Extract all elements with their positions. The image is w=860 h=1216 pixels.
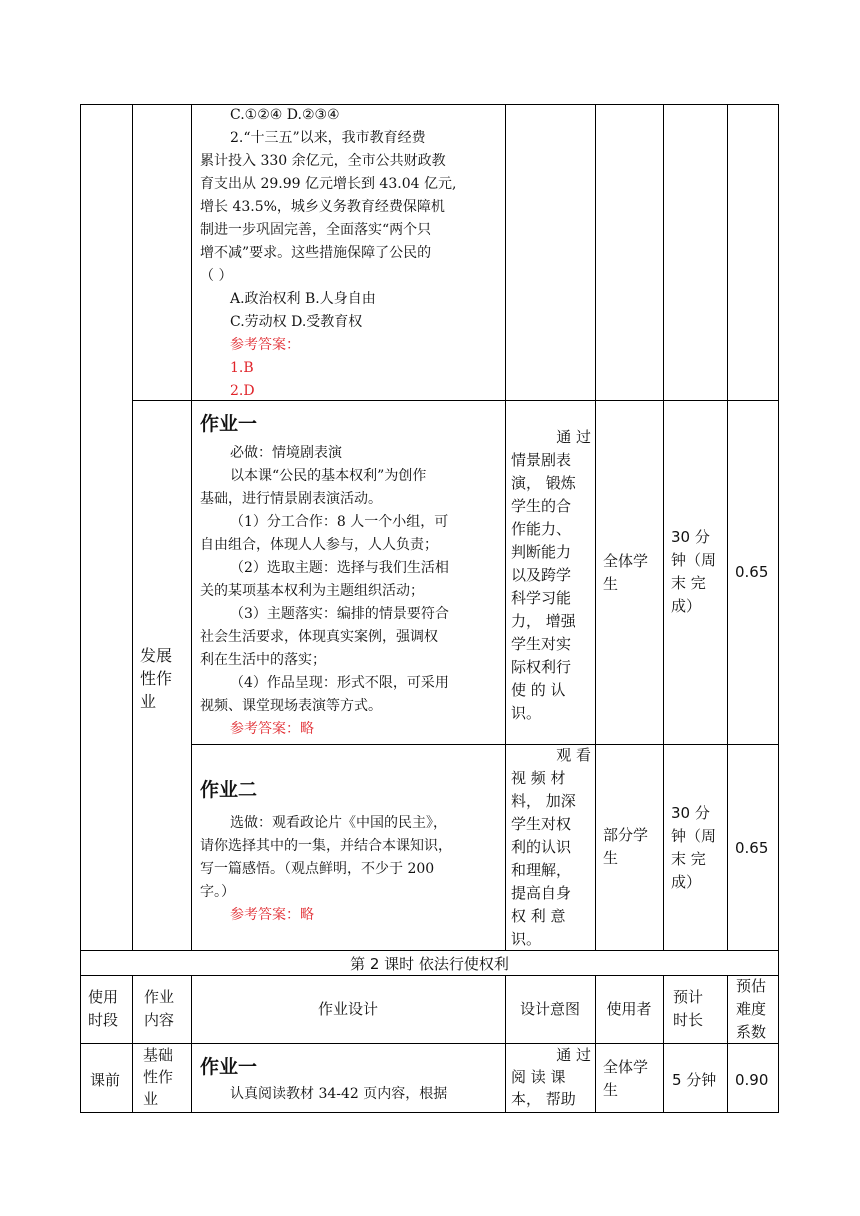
homework-text: （2）选取主题：选择与我们生活相 <box>230 560 449 576</box>
options-line: A.政治权利 B.人身自由 <box>230 291 376 307</box>
estimated-duration: 30 分 钟（周 末 完 成） <box>671 528 717 615</box>
row-divider <box>191 744 779 745</box>
homework-text: 社会生活要求，体现真实案例，强调权 <box>200 629 438 645</box>
design-intent: 观 看 视 频 材 料， 加深 学生对权 利的认识 和理解， 提高自身 权 利 意 识。 <box>511 746 591 948</box>
column-divider <box>191 104 192 950</box>
homework-title: 作业二 <box>200 779 258 801</box>
question-text: 增长 43.5%，城乡义务教育经费保障机 <box>200 199 445 215</box>
user-group: 全体学生 <box>603 1058 649 1099</box>
content-type: 基础性作业 <box>143 1046 174 1108</box>
homework-text: 字。） <box>200 884 235 900</box>
homework-text: 认真阅读教材 34-42 页内容，根据 <box>230 1086 448 1102</box>
row-divider <box>80 950 779 951</box>
answer-value: 参考答案：略 <box>230 907 314 923</box>
estimated-duration: 5 分钟 <box>672 1071 717 1089</box>
homework-text: 视频、课堂现场表演等方式。 <box>200 698 382 714</box>
homework-table <box>80 104 779 1112</box>
homework-text: 自由组合，体现人人参与，人人负责； <box>200 537 438 553</box>
section-title: 第 2 课时 依法行使权利 <box>350 955 509 973</box>
column-divider <box>505 104 506 950</box>
question-blank: （ ） <box>200 268 233 284</box>
homework-text: 利在生活中的落实； <box>200 652 326 668</box>
header-user: 使用者 <box>606 1000 652 1018</box>
options-line: C.①②④ D.②③④ <box>230 107 340 123</box>
question-block <box>200 104 500 403</box>
column-divider <box>727 104 728 950</box>
design-intent: 通 过 阅 读 课 本， 帮助 <box>511 1046 591 1108</box>
options-line: C.劳动权 D.受教育权 <box>230 314 363 330</box>
design-intent: 通 过 情景剧表 演， 锻炼 学生的合 作能力、 判断能力 以及跨学 科学习能 力， 增强 学生对实 际权利行 使 的 认 识。 <box>511 428 591 722</box>
homework-text: 以本课“公民的基本权利”为创作 <box>230 468 427 484</box>
homework-text: 基础，进行情景剧表演活动。 <box>200 491 382 507</box>
user-group: 部分学生 <box>603 826 649 867</box>
answer-label: 参考答案： <box>230 337 300 353</box>
header-intent: 设计意图 <box>519 1000 580 1018</box>
homework-text: 写一篇感悟。（观点鲜明，不少于 200 <box>200 861 435 877</box>
homework-text: （1）分工合作：8 人一个小组，可 <box>230 514 449 530</box>
table-border-bottom <box>80 1112 779 1113</box>
homework-title: 作业一 <box>200 1056 258 1078</box>
estimated-duration: 30 分 钟（周 末 完 成） <box>671 804 717 891</box>
difficulty-value: 0.65 <box>735 839 769 857</box>
homework-text: （3）主题落实：编排的情景要符合 <box>230 606 449 622</box>
homework-title: 作业一 <box>200 413 258 435</box>
homework-text: 选做：观看政论片《中国的民主》， <box>230 815 447 831</box>
header-difficulty: 预估难度系数 <box>736 977 767 1041</box>
question-text: 制进一步巩固完善，全面落实“两个只 <box>200 222 432 238</box>
header-period: 使用时段 <box>88 988 119 1029</box>
header-design: 作业设计 <box>317 1000 378 1018</box>
question-text: 育支出从 29.99 亿元增长到 43.04 亿元, <box>200 176 457 192</box>
homework-text: （4）作品呈现：形式不限，可采用 <box>230 675 449 691</box>
column-divider <box>595 104 596 950</box>
header-duration: 预计时长 <box>673 988 704 1029</box>
answer-value: 1.B <box>230 360 254 376</box>
homework-2-block <box>200 776 496 927</box>
question-text: 累计投入 330 余亿元，全市公共财政教 <box>200 153 446 169</box>
question-text: 增不减”要求。这些措施保障了公民的 <box>200 245 432 261</box>
header-content: 作业内容 <box>144 988 175 1029</box>
column-divider <box>132 104 133 950</box>
difficulty-value: 0.65 <box>735 563 769 581</box>
homework-subtitle: 必做：情境剧表演 <box>230 445 342 461</box>
column-divider <box>663 104 664 950</box>
period-value: 课前 <box>90 1071 121 1089</box>
homework-block <box>200 1053 496 1106</box>
homework-text: 请你选择其中的一集，并结合本课知识， <box>200 838 452 854</box>
answer-value: 2.D <box>230 383 255 399</box>
user-group: 全体学生 <box>603 552 649 593</box>
homework-text: 关的某项基本权利为主题组织活动； <box>200 583 424 599</box>
question-text: 2.“十三五”以来，我市教育经费 <box>230 130 426 146</box>
homework-1-block <box>200 410 496 741</box>
difficulty-value: 0.90 <box>735 1071 769 1089</box>
homework-type-label: 发展性作业 <box>140 646 173 711</box>
answer-value: 参考答案：略 <box>230 721 314 737</box>
